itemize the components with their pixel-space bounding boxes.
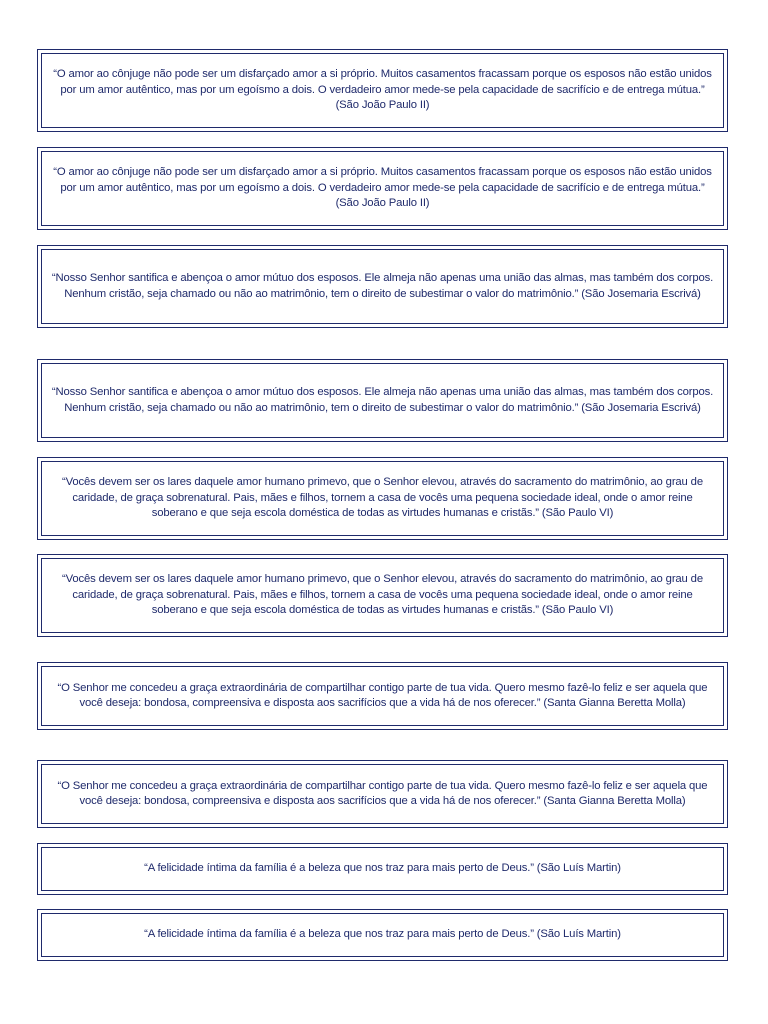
quote-text: “A felicidade íntima da família é a beleza que nos traz para mais perto de Deus.” (São Luís Martin) (144, 928, 621, 941)
quote-text: “O Senhor me concedeu a graça extraordinária de compartilhar contigo parte de tua vida. Quero mesmo fazê-lo feliz e ser aquela que você deseja: bondosa, compreensiva e disposta aos sacrifícios que a vida há de nos oferecer.” (Santa Gianna Beretta Molla) (57, 779, 708, 807)
quote-card (37, 49, 728, 132)
quote-card (37, 662, 728, 730)
quote-frame (41, 558, 724, 633)
quote-text: “O amor ao cônjuge não pode ser um disfarçado amor a si próprio. Muitos casamentos fracassam porque os esposos não estão unidos por um amor autêntico, mas por um egoísmo a dois. O verdadeiro amor mede-se pela capacidade de sacrifício e de entrega mútua.” (São João Paulo II) (53, 166, 712, 210)
quote-card (37, 147, 728, 230)
quote-frame (41, 666, 724, 726)
quote-frame (41, 53, 724, 128)
quote-frame (41, 363, 724, 438)
quote-text: “Vocês devem ser os lares daquele amor humano primevo, que o Senhor elevou, através do sacramento do matrimônio, ao grau de caridade, de graça sobrenatural. Pais, mães e filhos, tornem a casa de vocês uma pequena sociedade ideal, onde o amor reine soberano e que seja escola doméstica de todas as virtudes humanas e cristãs.” (São Paulo VI) (62, 573, 703, 617)
quote-frame (41, 249, 724, 324)
quote-text: “Vocês devem ser os lares daquele amor humano primevo, que o Senhor elevou, através do sacramento do matrimônio, ao grau de caridade, de graça sobrenatural. Pais, mães e filhos, tornem a casa de vocês uma pequena sociedade ideal, onde o amor reine soberano e que seja escola doméstica de todas as virtudes humanas e cristãs.” (São Paulo VI) (62, 476, 703, 520)
quote-frame (41, 151, 724, 226)
quote-card (37, 359, 728, 442)
quote-frame (41, 913, 724, 957)
quote-text: “A felicidade íntima da família é a beleza que nos traz para mais perto de Deus.” (São Luís Martin) (144, 862, 621, 875)
quote-card (37, 760, 728, 828)
quote-text: “O amor ao cônjuge não pode ser um disfarçado amor a si próprio. Muitos casamentos fracassam porque os esposos não estão unidos por um amor autêntico, mas por um egoísmo a dois. O verdadeiro amor mede-se pela capacidade de sacrifício e de entrega mútua.” (São João Paulo II) (53, 68, 712, 112)
quote-frame (41, 461, 724, 536)
quote-card (37, 909, 728, 961)
quote-card (37, 843, 728, 895)
quote-card (37, 245, 728, 328)
quote-frame (41, 764, 724, 824)
quote-card (37, 457, 728, 540)
quote-card (37, 554, 728, 637)
quote-text: “Nosso Senhor santifica e abençoa o amor mútuo dos esposos. Ele almeja não apenas uma união das almas, mas também dos corpos. Nenhum cristão, seja chamado ou não ao matrimônio, tem o direito de subestimar o valor do matrimônio.” (São Josemaria Escrivá) (51, 386, 714, 414)
quote-text: “O Senhor me concedeu a graça extraordinária de compartilhar contigo parte de tua vida. Quero mesmo fazê-lo feliz e ser aquela que você deseja: bondosa, compreensiva e disposta aos sacrifícios que a vida há de nos oferecer.” (Santa Gianna Beretta Molla) (57, 681, 708, 709)
quote-text: “Nosso Senhor santifica e abençoa o amor mútuo dos esposos. Ele almeja não apenas uma união das almas, mas também dos corpos. Nenhum cristão, seja chamado ou não ao matrimônio, tem o direito de subestimar o valor do matrimônio.” (São Josemaria Escrivá) (51, 272, 714, 300)
quote-frame (41, 847, 724, 891)
